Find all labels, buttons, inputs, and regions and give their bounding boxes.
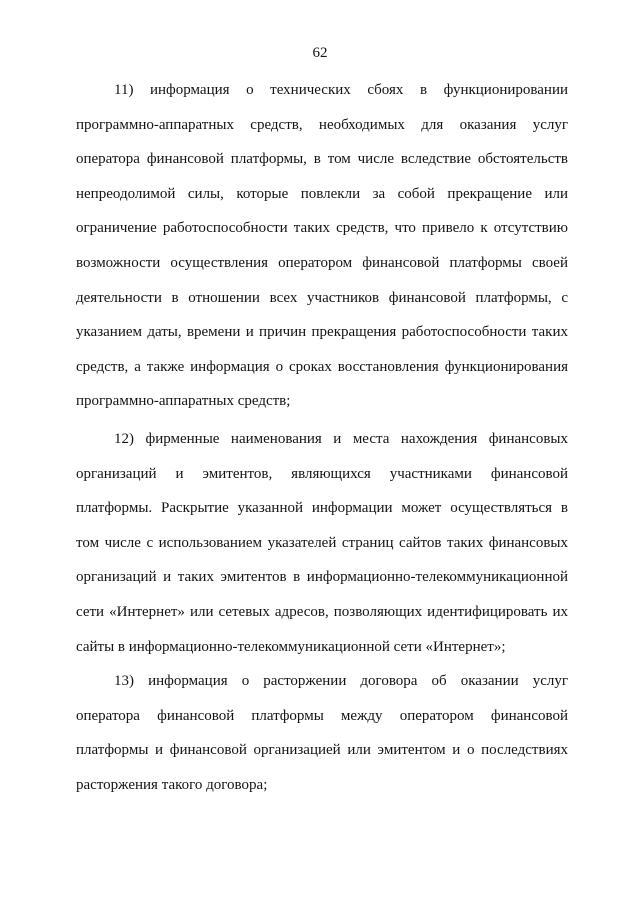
- text-line: возможности осуществления оператором финансовой платформы своей: [76, 254, 568, 271]
- text-line: организаций и таких эмитентов в информационно-телекоммуникационной: [76, 569, 568, 586]
- text-line: программно-аппаратных средств, необходимых для оказания услуг: [76, 116, 568, 133]
- text-line: указанием даты, времени и причин прекращения работоспособности таких: [76, 324, 568, 341]
- text-line: программно-аппаратных средств;: [76, 393, 291, 410]
- paragraph-item-11: [76, 73, 568, 419]
- text-line: том числе с использованием указателей страниц сайтов таких финансовых: [76, 534, 568, 551]
- text-line: организаций и эмитентов, являющихся участниками финансовой: [76, 465, 568, 482]
- text-line: ограничение работоспособности таких средств, что привело к отсутствию: [76, 220, 568, 237]
- text-line: 11) информация о технических сбоях в функционировании: [114, 82, 568, 98]
- text-line: 12) фирменные наименования и места нахождения финансовых: [114, 431, 568, 447]
- text-line: 13) информация о расторжении договора об оказании услуг: [114, 673, 568, 689]
- text-line: оператора финансовой платформы, в том числе вследствие обстоятельств: [76, 151, 568, 168]
- text-line: оператора финансовой платформы между оператором финансовой: [76, 707, 568, 724]
- text-line: деятельности в отношении всех участников финансовой платформы, с: [76, 289, 568, 306]
- text-line: средств, а также информация о сроках восстановления функционирования: [76, 358, 568, 375]
- text-line: платформы. Раскрытие указанной информации может осуществляться в: [76, 500, 568, 517]
- paragraph-item-13: [76, 664, 568, 802]
- page-number: 62: [312, 45, 328, 61]
- text-line: расторжения такого договора;: [76, 776, 268, 793]
- text-line: непреодолимой силы, которые повлекли за собой прекращение или: [76, 185, 568, 202]
- text-line: сайты в информационно-телекоммуникационной сети «Интернет»;: [76, 638, 506, 655]
- text-line: платформы и финансовой организацией или эмитентом и о последствиях: [76, 742, 568, 759]
- text-line: сети «Интернет» или сетевых адресов, позволяющих идентифицировать их: [76, 603, 568, 620]
- paragraph-item-12: [76, 422, 568, 664]
